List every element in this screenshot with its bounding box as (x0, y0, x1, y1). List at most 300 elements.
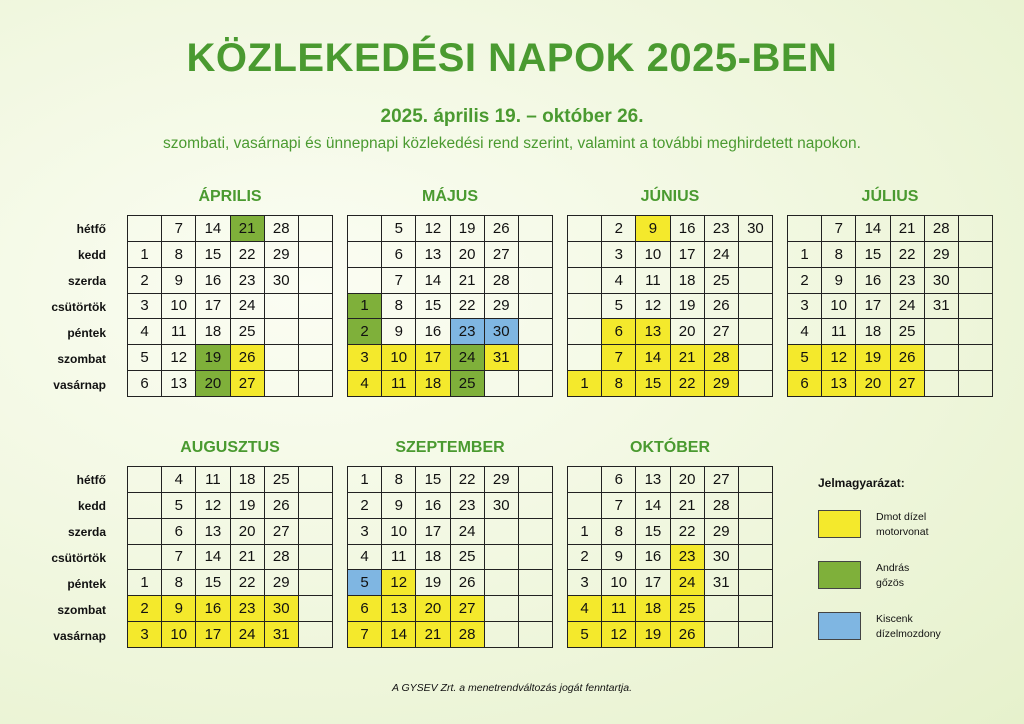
calendar-empty-cell (568, 493, 602, 519)
legend-item-andras (818, 561, 958, 597)
calendar-empty-cell (705, 596, 739, 622)
calendar-empty-cell (348, 268, 382, 294)
calendar-day-cell: 31 (705, 570, 739, 596)
calendar-day-cell: 16 (856, 268, 890, 294)
calendar-october (567, 466, 773, 648)
calendar-day-cell: 23 (891, 268, 925, 294)
calendar-day-cell: 19 (416, 570, 450, 596)
calendar-day-cell: 20 (856, 371, 890, 397)
calendar-day-cell: 29 (265, 570, 299, 596)
calendar-august (127, 466, 333, 648)
calendar-day-cell: 21 (891, 216, 925, 242)
calendar-day-cell: 2 (128, 268, 162, 294)
calendar-day-cell: 18 (416, 545, 450, 571)
calendar-day-cell: 22 (671, 371, 705, 397)
calendar-empty-cell (739, 319, 773, 345)
calendar-empty-cell (705, 622, 739, 648)
weekday-labels-top (26, 216, 106, 398)
calendar-empty-cell (519, 268, 553, 294)
calendar-day-cell: 14 (856, 216, 890, 242)
calendar-day-cell: 9 (162, 596, 196, 622)
calendar-empty-cell (485, 570, 519, 596)
calendar-day-cell: 17 (671, 242, 705, 268)
calendar-empty-cell (485, 545, 519, 571)
calendar-day-cell: 7 (382, 268, 416, 294)
calendar-day-cell: 8 (382, 467, 416, 493)
calendar-day-cell: 27 (451, 596, 485, 622)
calendar-empty-cell (485, 519, 519, 545)
weekday-label: vasárnap (53, 378, 106, 392)
calendar-day-cell: 21 (671, 493, 705, 519)
calendar-empty-cell (128, 545, 162, 571)
calendar-day-cell: 12 (602, 622, 636, 648)
calendar-day-cell: 6 (602, 467, 636, 493)
calendar-day-cell: 17 (416, 345, 450, 371)
calendar-empty-cell (299, 242, 333, 268)
weekday-label: szombat (57, 352, 106, 366)
calendar-day-cell: 18 (856, 319, 890, 345)
calendar-day-cell: 8 (602, 519, 636, 545)
calendar-may (347, 215, 553, 397)
footer-note: A GYSEV Zrt. a menetrendváltozás jogát fenntartja. (391, 682, 633, 694)
calendar-empty-cell (568, 242, 602, 268)
calendar-day-cell: 28 (451, 622, 485, 648)
calendar-empty-cell (299, 294, 333, 320)
calendar-day-cell: 7 (162, 545, 196, 571)
calendar-day-cell: 1 (788, 242, 822, 268)
calendar-day-cell: 22 (891, 242, 925, 268)
calendar-day-cell: 14 (196, 545, 230, 571)
weekday-label: szombat (57, 603, 106, 617)
calendar-empty-cell (568, 268, 602, 294)
calendar-day-cell: 21 (451, 268, 485, 294)
calendar-day-cell: 28 (265, 216, 299, 242)
calendar-empty-cell (299, 493, 333, 519)
weekday-labels-bottom (26, 467, 106, 649)
calendar-day-cell: 26 (485, 216, 519, 242)
calendar-day-cell: 28 (265, 545, 299, 571)
calendar-day-cell: 13 (196, 519, 230, 545)
calendar-day-cell: 19 (636, 622, 670, 648)
calendar-empty-cell (739, 545, 773, 571)
calendar-day-cell: 30 (265, 268, 299, 294)
calendar-day-cell: 20 (416, 596, 450, 622)
calendar-day-cell: 29 (705, 371, 739, 397)
calendar-day-cell: 8 (162, 242, 196, 268)
calendar-day-cell: 19 (196, 345, 230, 371)
calendar-day-cell: 31 (925, 294, 959, 320)
calendar-day-cell: 3 (568, 570, 602, 596)
calendar-day-cell: 16 (671, 216, 705, 242)
calendar-day-cell: 26 (265, 493, 299, 519)
calendar-day-cell: 8 (382, 294, 416, 320)
calendar-day-cell: 11 (382, 371, 416, 397)
calendar-empty-cell (739, 268, 773, 294)
calendar-empty-cell (739, 519, 773, 545)
weekday-label: péntek (67, 326, 106, 340)
calendar-empty-cell (485, 371, 519, 397)
calendar-day-cell: 4 (568, 596, 602, 622)
calendar-day-cell: 15 (856, 242, 890, 268)
calendar-day-cell: 22 (671, 519, 705, 545)
calendar-day-cell: 5 (128, 345, 162, 371)
calendar-empty-cell (959, 319, 993, 345)
calendar-empty-cell (265, 319, 299, 345)
weekday-label: péntek (67, 577, 106, 591)
calendar-empty-cell (788, 216, 822, 242)
calendar-day-cell: 23 (451, 319, 485, 345)
calendar-day-cell: 29 (705, 519, 739, 545)
calendar-empty-cell (299, 545, 333, 571)
calendar-empty-cell (519, 371, 553, 397)
calendar-day-cell: 9 (382, 493, 416, 519)
calendar-day-cell: 27 (891, 371, 925, 397)
calendar-empty-cell (959, 242, 993, 268)
calendar-day-cell: 15 (416, 467, 450, 493)
calendar-day-cell: 5 (602, 294, 636, 320)
calendar-day-cell: 22 (451, 467, 485, 493)
calendar-day-cell: 24 (231, 294, 265, 320)
calendar-empty-cell (299, 519, 333, 545)
legend-label-line: András (876, 562, 910, 574)
calendar-empty-cell (265, 371, 299, 397)
calendar-empty-cell (519, 319, 553, 345)
calendar-empty-cell (299, 467, 333, 493)
calendar-day-cell: 4 (348, 371, 382, 397)
month-title-august: AUGUSZTUS (180, 439, 280, 456)
calendar-day-cell: 6 (128, 371, 162, 397)
calendar-day-cell: 12 (162, 345, 196, 371)
calendar-day-cell: 20 (671, 319, 705, 345)
calendar-april (127, 215, 333, 397)
calendar-day-cell: 19 (231, 493, 265, 519)
calendar-day-cell: 11 (602, 596, 636, 622)
calendar-day-cell: 18 (671, 268, 705, 294)
calendar-day-cell: 27 (485, 242, 519, 268)
calendar-day-cell: 12 (196, 493, 230, 519)
calendar-day-cell: 23 (451, 493, 485, 519)
calendar-day-cell: 27 (705, 319, 739, 345)
calendar-empty-cell (265, 294, 299, 320)
calendar-day-cell: 6 (602, 319, 636, 345)
weekday-label: vasárnap (53, 629, 106, 643)
legend-item-dmot (818, 510, 958, 546)
calendar-day-cell: 4 (162, 467, 196, 493)
calendar-day-cell: 21 (671, 345, 705, 371)
calendar-empty-cell (485, 622, 519, 648)
calendar-day-cell: 2 (602, 216, 636, 242)
calendar-empty-cell (739, 467, 773, 493)
calendar-day-cell: 16 (196, 596, 230, 622)
calendar-empty-cell (959, 268, 993, 294)
calendar-day-cell: 26 (891, 345, 925, 371)
calendar-day-cell: 10 (382, 345, 416, 371)
calendar-day-cell: 10 (822, 294, 856, 320)
calendar-empty-cell (299, 268, 333, 294)
calendar-day-cell: 23 (671, 545, 705, 571)
legend-label-line: motorvonat (876, 526, 929, 538)
calendar-empty-cell (739, 345, 773, 371)
calendar-empty-cell (568, 294, 602, 320)
calendar-day-cell: 13 (636, 319, 670, 345)
calendar-day-cell: 7 (348, 622, 382, 648)
calendar-day-cell: 5 (382, 216, 416, 242)
calendar-day-cell: 21 (231, 216, 265, 242)
calendar-day-cell: 3 (348, 519, 382, 545)
calendar-day-cell: 30 (925, 268, 959, 294)
calendar-day-cell: 20 (451, 242, 485, 268)
calendar-day-cell: 29 (485, 294, 519, 320)
calendar-day-cell: 24 (891, 294, 925, 320)
calendar-empty-cell (519, 345, 553, 371)
calendar-day-cell: 3 (602, 242, 636, 268)
calendar-day-cell: 31 (485, 345, 519, 371)
calendar-empty-cell (519, 242, 553, 268)
calendar-empty-cell (739, 294, 773, 320)
calendar-day-cell: 1 (128, 242, 162, 268)
calendar-day-cell: 29 (925, 242, 959, 268)
calendar-day-cell: 7 (602, 493, 636, 519)
weekday-label: csütörtök (51, 300, 106, 314)
calendar-day-cell: 6 (788, 371, 822, 397)
calendar-day-cell: 18 (416, 371, 450, 397)
calendar-day-cell: 17 (416, 519, 450, 545)
weekday-label: szerda (67, 525, 106, 539)
calendar-empty-cell (519, 596, 553, 622)
calendar-day-cell: 23 (231, 596, 265, 622)
calendar-empty-cell (519, 216, 553, 242)
calendar-day-cell: 25 (891, 319, 925, 345)
calendar-day-cell: 14 (416, 268, 450, 294)
calendar-day-cell: 9 (822, 268, 856, 294)
calendar-day-cell: 22 (231, 570, 265, 596)
calendar-day-cell: 5 (162, 493, 196, 519)
calendar-september (347, 466, 553, 648)
calendar-day-cell: 30 (485, 319, 519, 345)
calendar-day-cell: 15 (636, 371, 670, 397)
calendar-day-cell: 30 (705, 545, 739, 571)
calendar-empty-cell (128, 216, 162, 242)
calendar-day-cell: 25 (265, 467, 299, 493)
calendar-day-cell: 4 (128, 319, 162, 345)
calendar-day-cell: 9 (162, 268, 196, 294)
calendar-day-cell: 11 (196, 467, 230, 493)
calendar-day-cell: 12 (382, 570, 416, 596)
calendar-day-cell: 27 (705, 467, 739, 493)
calendar-empty-cell (348, 242, 382, 268)
calendar-empty-cell (959, 371, 993, 397)
calendar-day-cell: 18 (231, 467, 265, 493)
weekday-label: csütörtök (51, 551, 106, 565)
calendar-day-cell: 13 (162, 371, 196, 397)
calendar-day-cell: 10 (162, 622, 196, 648)
calendar-day-cell: 24 (451, 345, 485, 371)
calendar-empty-cell (739, 371, 773, 397)
calendar-day-cell: 17 (636, 570, 670, 596)
legend-label (876, 561, 966, 591)
calendar-july (787, 215, 993, 397)
calendar-day-cell: 26 (451, 570, 485, 596)
month-title-july: JÚLIUS (861, 188, 919, 205)
calendar-day-cell: 13 (636, 467, 670, 493)
calendar-empty-cell (128, 467, 162, 493)
calendar-day-cell: 4 (348, 545, 382, 571)
calendar-day-cell: 2 (348, 493, 382, 519)
legend-label-line: Kiscenk (876, 613, 913, 625)
weekday-label: hétfő (76, 473, 106, 487)
calendar-empty-cell (519, 545, 553, 571)
calendar-day-cell: 7 (602, 345, 636, 371)
month-title-september: SZEPTEMBER (395, 439, 505, 456)
calendar-day-cell: 10 (636, 242, 670, 268)
calendar-day-cell: 5 (788, 345, 822, 371)
calendar-day-cell: 12 (822, 345, 856, 371)
calendar-day-cell: 22 (231, 242, 265, 268)
month-title-october: OKTÓBER (630, 439, 710, 456)
legend-label (876, 612, 966, 642)
calendar-day-cell: 10 (382, 519, 416, 545)
calendar-day-cell: 14 (636, 345, 670, 371)
calendar-day-cell: 14 (196, 216, 230, 242)
calendar-day-cell: 1 (568, 371, 602, 397)
calendar-day-cell: 16 (636, 545, 670, 571)
calendar-empty-cell (299, 371, 333, 397)
calendar-day-cell: 2 (788, 268, 822, 294)
calendar-day-cell: 20 (671, 467, 705, 493)
legend-label (876, 510, 966, 540)
legend-label-line: gőzös (876, 577, 905, 589)
calendar-day-cell: 11 (382, 545, 416, 571)
calendar-day-cell: 15 (416, 294, 450, 320)
calendar-day-cell: 14 (636, 493, 670, 519)
calendar-day-cell: 9 (636, 216, 670, 242)
calendar-day-cell: 19 (856, 345, 890, 371)
calendar-day-cell: 15 (636, 519, 670, 545)
calendar-empty-cell (959, 216, 993, 242)
calendar-empty-cell (959, 345, 993, 371)
calendar-day-cell: 17 (856, 294, 890, 320)
calendar-day-cell: 12 (416, 216, 450, 242)
weekday-label: kedd (77, 248, 106, 262)
calendar-empty-cell (739, 242, 773, 268)
calendar-empty-cell (485, 596, 519, 622)
calendar-day-cell: 15 (196, 570, 230, 596)
calendar-day-cell: 19 (671, 294, 705, 320)
calendar-day-cell: 9 (382, 319, 416, 345)
calendar-day-cell: 6 (162, 519, 196, 545)
legend-title: Jelmagyarázat: (818, 476, 905, 490)
calendar-day-cell: 3 (348, 345, 382, 371)
legend-label-line: Dmot dízel (876, 511, 927, 523)
calendar-day-cell: 10 (602, 570, 636, 596)
calendar-empty-cell (519, 493, 553, 519)
calendar-day-cell: 2 (348, 319, 382, 345)
calendar-empty-cell (925, 319, 959, 345)
calendar-day-cell: 20 (231, 519, 265, 545)
calendar-empty-cell (128, 519, 162, 545)
calendar-day-cell: 24 (451, 519, 485, 545)
calendar-day-cell: 6 (348, 596, 382, 622)
month-title-may: MÁJUS (421, 188, 478, 205)
calendar-empty-cell (568, 467, 602, 493)
weekday-label: kedd (77, 499, 106, 513)
calendar-empty-cell (299, 345, 333, 371)
calendar-day-cell: 28 (705, 493, 739, 519)
calendar-day-cell: 21 (416, 622, 450, 648)
calendar-empty-cell (568, 345, 602, 371)
calendar-day-cell: 22 (451, 294, 485, 320)
calendar-day-cell: 26 (671, 622, 705, 648)
calendar-day-cell: 25 (451, 545, 485, 571)
calendar-day-cell: 13 (416, 242, 450, 268)
calendar-day-cell: 13 (822, 371, 856, 397)
calendar-day-cell: 1 (348, 467, 382, 493)
calendar-empty-cell (299, 596, 333, 622)
calendar-day-cell: 25 (671, 596, 705, 622)
calendar-empty-cell (519, 622, 553, 648)
date-range-subtitle: 2025. április 19. – október 26. (380, 106, 644, 127)
calendar-day-cell: 24 (231, 622, 265, 648)
calendar-day-cell: 4 (788, 319, 822, 345)
calendar-day-cell: 24 (705, 242, 739, 268)
legend-label-line: dízelmozdony (876, 628, 941, 640)
calendar-empty-cell (519, 570, 553, 596)
calendar-day-cell: 29 (485, 467, 519, 493)
calendar-day-cell: 11 (822, 319, 856, 345)
calendar-day-cell: 20 (196, 371, 230, 397)
calendar-day-cell: 29 (265, 242, 299, 268)
calendar-day-cell: 8 (602, 371, 636, 397)
calendar-empty-cell (299, 622, 333, 648)
calendar-empty-cell (739, 493, 773, 519)
calendar-empty-cell (299, 216, 333, 242)
calendar-day-cell: 3 (128, 622, 162, 648)
calendar-day-cell: 18 (636, 596, 670, 622)
calendar-empty-cell (568, 319, 602, 345)
calendar-day-cell: 11 (162, 319, 196, 345)
calendar-day-cell: 2 (568, 545, 602, 571)
weekday-label: szerda (67, 274, 106, 288)
calendar-day-cell: 11 (636, 268, 670, 294)
calendar-june (567, 215, 773, 397)
calendar-day-cell: 16 (416, 493, 450, 519)
calendar-day-cell: 15 (196, 242, 230, 268)
calendar-day-cell: 24 (671, 570, 705, 596)
calendar-day-cell: 19 (451, 216, 485, 242)
calendar-day-cell: 1 (128, 570, 162, 596)
calendar-day-cell: 30 (485, 493, 519, 519)
calendar-empty-cell (739, 570, 773, 596)
calendar-day-cell: 23 (231, 268, 265, 294)
calendar-day-cell: 7 (162, 216, 196, 242)
calendar-empty-cell (348, 216, 382, 242)
calendar-empty-cell (519, 294, 553, 320)
legend-swatch-blue (818, 612, 861, 640)
calendar-day-cell: 12 (636, 294, 670, 320)
month-title-june: JÚNIUS (640, 188, 700, 205)
calendar-empty-cell (299, 570, 333, 596)
month-title-april: ÁPRILIS (198, 188, 262, 205)
calendar-empty-cell (739, 596, 773, 622)
calendar-day-cell: 4 (602, 268, 636, 294)
calendar-day-cell: 6 (382, 242, 416, 268)
calendar-empty-cell (519, 519, 553, 545)
calendar-empty-cell (925, 345, 959, 371)
calendar-day-cell: 14 (382, 622, 416, 648)
calendar-empty-cell (299, 319, 333, 345)
calendar-empty-cell (568, 216, 602, 242)
calendar-empty-cell (959, 294, 993, 320)
